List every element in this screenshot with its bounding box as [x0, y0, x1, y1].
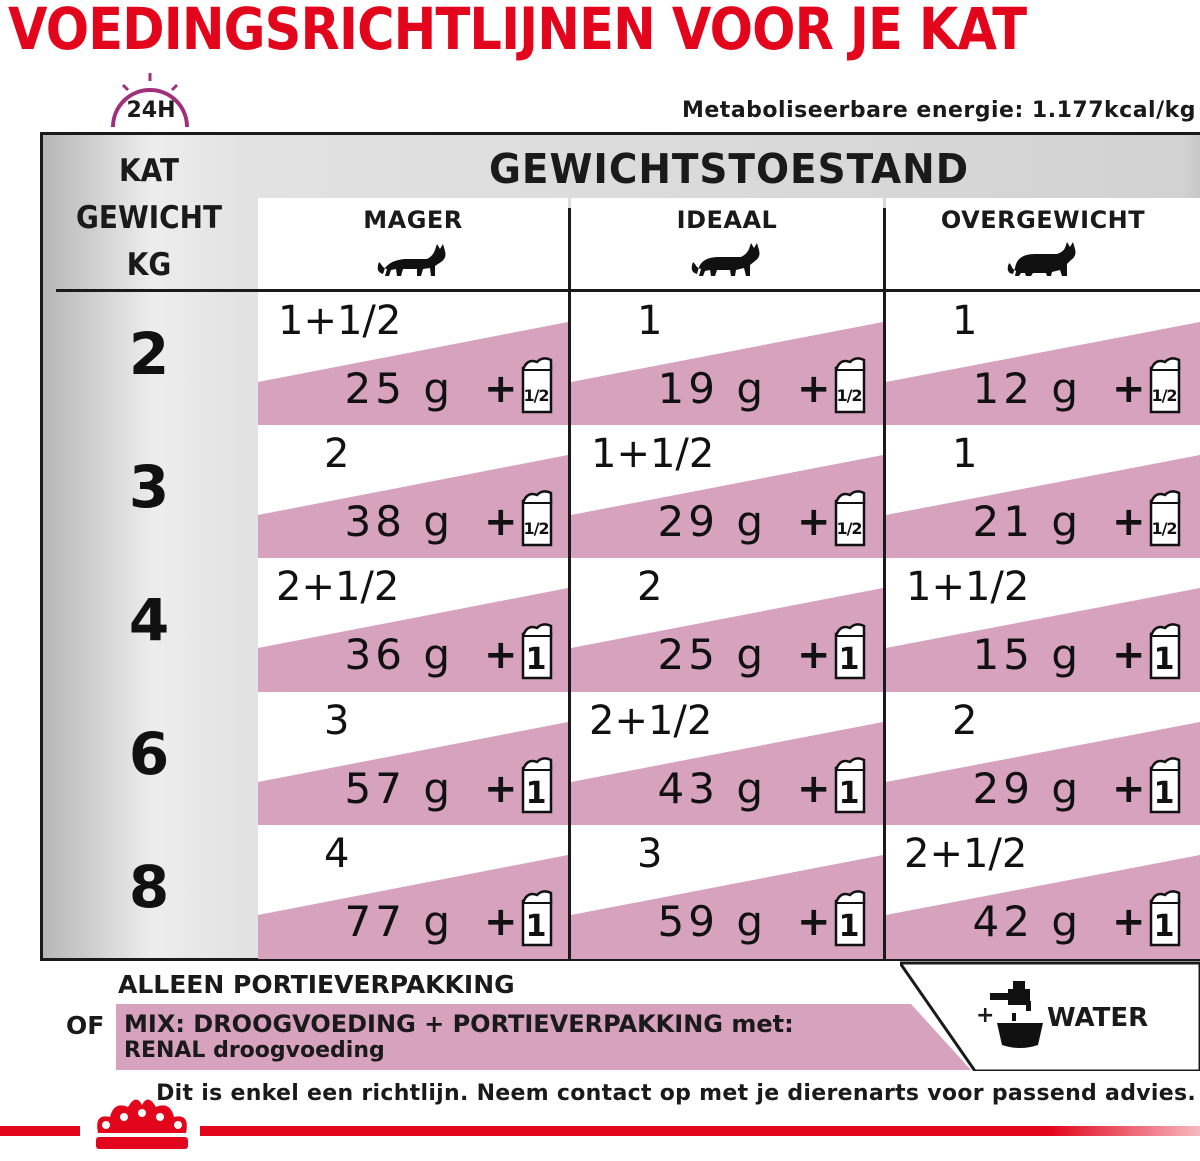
clock-label: 24H: [126, 98, 176, 123]
dry-food-grams: 19 g: [657, 364, 767, 413]
column-label: MAGER: [363, 206, 463, 234]
weight-header-line: KAT: [118, 153, 180, 189]
dry-food-grams: 38 g: [344, 497, 454, 546]
dry-food-grams: 77 g: [344, 897, 454, 946]
column-header-lean: [258, 198, 568, 290]
dry-food-grams: 42 g: [972, 897, 1082, 946]
portion-cell: [571, 692, 883, 826]
pouch-amount: 1/2: [1151, 519, 1177, 538]
pouch-amount: 1/2: [523, 386, 549, 405]
portion-count: 2+1/2: [589, 698, 713, 744]
pouch-amount: 1/2: [836, 519, 862, 538]
pouch-amount: 1: [838, 776, 860, 811]
portion-cell: [886, 425, 1200, 559]
portion-cell: [258, 292, 568, 426]
portion-cell: [571, 825, 883, 959]
pouch-amount: 1: [525, 776, 547, 811]
page-title: VOEDINGSRICHTLIJNEN VOOR JE KAT: [8, 0, 1027, 63]
legend-or: OF: [66, 1011, 105, 1040]
overweight-cat-icon: [1005, 242, 1081, 278]
column-header-ideal: [571, 198, 883, 290]
plus-sign: +: [797, 366, 831, 412]
plus-sign: +: [797, 499, 831, 545]
portion-cell: [258, 825, 568, 959]
dry-food-grams: 25 g: [344, 364, 454, 413]
pouch-amount: 1: [525, 642, 547, 677]
weight-header-line: GEWICHT: [76, 200, 222, 236]
disclaimer: Dit is enkel een richtlijn. Neem contact op met je dierenarts voor passend advies.: [156, 1081, 1196, 1106]
plus-sign: +: [797, 632, 831, 678]
dry-food-grams: 12 g: [972, 364, 1082, 413]
dry-food-grams: 21 g: [972, 497, 1082, 546]
portion-count: 1: [637, 298, 663, 344]
condition-header: GEWICHTSTOESTAND: [488, 145, 969, 193]
pouch-amount: 1: [1153, 909, 1175, 944]
legend-mix-sub: RENAL droogvoeding: [124, 1038, 385, 1063]
dry-food-grams: 59 g: [657, 897, 767, 946]
portion-count: 2: [952, 698, 978, 744]
cat-weight: 3: [128, 453, 170, 521]
portion-count: 2+1/2: [276, 564, 400, 610]
water-label: WATER: [1047, 1003, 1149, 1033]
weight-header: [44, 148, 254, 289]
dry-food-grams: 25 g: [657, 630, 767, 679]
pouch-amount: 1: [1153, 642, 1175, 677]
portion-count: 3: [637, 831, 663, 877]
portion-cell: [886, 292, 1200, 426]
dry-food-grams: 57 g: [344, 764, 454, 813]
plus-sign: +: [797, 899, 831, 945]
portion-cell: [571, 558, 883, 692]
cat-weight: 2: [128, 320, 170, 388]
pouch-amount: 1/2: [836, 386, 862, 405]
pouch-amount: 1: [1153, 776, 1175, 811]
energy-note: Metaboliseerbare energie: 1.177kcal/kg: [681, 98, 1196, 123]
portion-count: 2: [324, 431, 350, 477]
pouch-amount: 1/2: [1151, 386, 1177, 405]
portion-cell: [258, 425, 568, 559]
portion-cell: [258, 692, 568, 826]
portion-count: 1: [952, 298, 978, 344]
portion-count: 1+1/2: [278, 298, 402, 344]
portion-cell: [886, 825, 1200, 959]
legend-only-pouch: ALLEEN PORTIEVERPAKKING: [118, 970, 515, 999]
plus-sign: +: [1112, 899, 1146, 945]
plus-sign: +: [484, 766, 518, 812]
plus-sign: +: [1112, 632, 1146, 678]
dry-food-grams: 43 g: [657, 764, 767, 813]
ideal-cat-icon: [689, 242, 765, 278]
portion-count: 3: [324, 698, 350, 744]
portion-count: 1+1/2: [906, 564, 1030, 610]
plus-sign: +: [1112, 766, 1146, 812]
portion-cell: [886, 558, 1200, 692]
weight-header-line: KG: [126, 247, 172, 283]
dry-food-grams: 36 g: [344, 630, 454, 679]
portion-count: 1: [952, 431, 978, 477]
water-plus: +: [976, 1003, 995, 1028]
portion-cell: [571, 425, 883, 559]
column-label: OVERGEWICHT: [940, 206, 1146, 234]
portion-count: 2+1/2: [904, 831, 1028, 877]
plus-sign: +: [797, 766, 831, 812]
legend-mix-line: MIX: DROOGVOEDING + PORTIEVERPAKKING met:: [124, 1010, 794, 1038]
portion-count: 4: [324, 831, 350, 877]
portion-cell: [571, 292, 883, 426]
plus-sign: +: [484, 632, 518, 678]
pouch-amount: 1: [838, 642, 860, 677]
dry-food-grams: 29 g: [657, 497, 767, 546]
plus-sign: +: [484, 499, 518, 545]
portion-count: 2: [637, 564, 663, 610]
dry-food-grams: 15 g: [972, 630, 1082, 679]
column-header-overweight: [886, 198, 1200, 290]
plus-sign: +: [484, 366, 518, 412]
column-label: IDEAAL: [676, 206, 778, 234]
pouch-amount: 1: [838, 909, 860, 944]
pouch-amount: 1/2: [523, 519, 549, 538]
portion-cell: [886, 692, 1200, 826]
dry-food-grams: 29 g: [972, 764, 1082, 813]
plus-sign: +: [1112, 366, 1146, 412]
portion-count: 1+1/2: [591, 431, 715, 477]
cat-weight: 8: [128, 853, 170, 921]
plus-sign: +: [1112, 499, 1146, 545]
cat-weight: 6: [128, 720, 170, 788]
pouch-amount: 1: [525, 909, 547, 944]
plus-sign: +: [484, 899, 518, 945]
royal-canin-crown-logo: [84, 1093, 200, 1161]
lean-cat-icon: [375, 242, 451, 278]
portion-cell: [258, 558, 568, 692]
cat-weight: 4: [128, 586, 170, 654]
